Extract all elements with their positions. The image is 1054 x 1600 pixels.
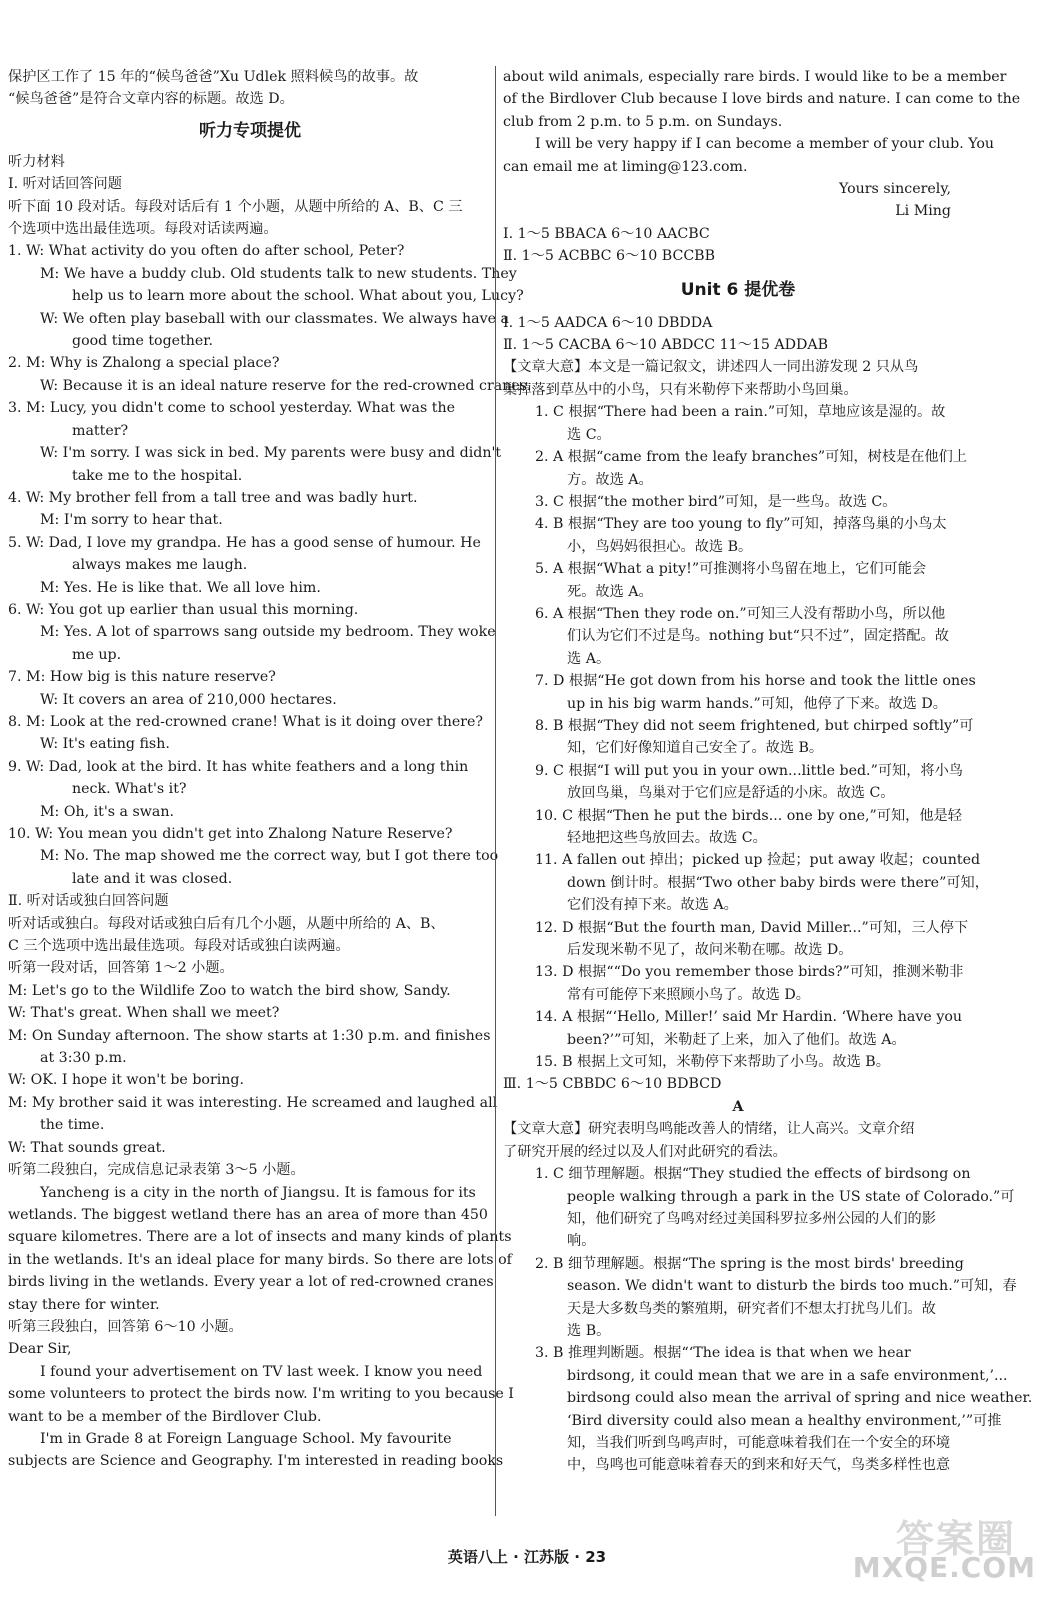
text-line: 8. M: Look at the red-crowned crane! What is it doing over there? <box>8 713 484 730</box>
text-line: 4. W: My brother fell from a tall tree and was badly hurt. <box>8 489 418 506</box>
text-line: 选 B。 <box>567 1322 611 1339</box>
unit-6-answers <box>503 312 1033 1477</box>
text-line: M: Yes. He is like that. We all love him. <box>40 579 321 596</box>
text-line: Yours sincerely, <box>838 181 951 198</box>
text-line: 2. B 细节理解题。根据“The spring is the most birds' breeding <box>535 1255 964 1272</box>
text-line: matter? <box>72 422 129 439</box>
text-line: 1. C 细节理解题。根据“They studied the effects of birdsong on <box>535 1166 971 1183</box>
text-line: 9. W: Dad, look at the bird. It has white feathers and a long thin <box>8 758 469 775</box>
text-line: Ⅱ. 听对话或独白回答问题 <box>8 893 169 910</box>
text-line: 听第二段独白，完成信息记录表第 3～5 小题。 <box>8 1162 305 1179</box>
text-line: 5. A 根据“What a pity!”可推测将小鸟留在地上，它们可能会 <box>535 561 927 578</box>
text-line: A <box>732 1098 744 1115</box>
text-line: 14. A 根据“‘Hello, Miller!’ said Mr Hardin. ‘Where have you <box>535 1009 963 1026</box>
text-line: can email me at liming@123.com. <box>503 158 748 175</box>
text-line: 听下面 10 段对话。每段对话后有 1 个小题，从题中所给的 A、B、C 三 <box>8 198 463 215</box>
text-line: Yancheng is a city in the north of Jiangsu. It is famous for its <box>40 1184 476 1201</box>
text-line: the time. <box>40 1117 105 1134</box>
text-line: Dear Sir, <box>8 1341 72 1358</box>
text-line: I will be very happy if I can become a member of your club. You <box>535 136 995 153</box>
text-line: 天是大多数鸟类的繁殖期，研究者们不想太打扰鸟儿们。故 <box>567 1300 936 1317</box>
text-line: 【文章大意】研究表明鸟鸣能改善人的情绪，让人高兴。文章介绍 <box>503 1121 915 1138</box>
watermark-logo <box>852 1508 1036 1588</box>
text-line: 3. M: Lucy, you didn't come to school yesterday. What was the <box>8 400 456 417</box>
text-line: take me to the hospital. <box>72 467 243 484</box>
watermark-glyph: 答案圈 <box>895 1517 1016 1561</box>
text-line: 小，鸟妈妈很担心。故选 B。 <box>567 538 753 555</box>
text-line: been?’”可知，米勒赶了上来，加入了他们。故选 A。 <box>567 1031 906 1048</box>
text-line: W: OK. I hope it won't be boring. <box>8 1072 245 1089</box>
text-line: 常有可能停下来照顾小鸟了。故选 D。 <box>567 986 810 1003</box>
text-line: I found your advertisement on TV last week. I know you need <box>40 1363 483 1380</box>
text-line: 个选项中选出最佳选项。每段对话读两遍。 <box>8 221 278 238</box>
intro-line-2: “候鸟爸爸”是符合文章内容的标题。故选 D。 <box>8 91 294 108</box>
left-column <box>8 66 532 1473</box>
text-line: me up. <box>72 646 122 663</box>
text-line: W: We often play baseball with our classmates. We always have a <box>40 310 509 327</box>
section-title: 听力专项提优 <box>199 120 301 141</box>
text-line: help us to learn more about the school. What about you, Lucy? <box>72 288 524 305</box>
text-line: down 倒计时。根据“Two other baby birds were there”可知， <box>567 874 989 891</box>
text-line: want to be a member of the Birdlover Club. <box>8 1408 322 1425</box>
text-line: W: Because it is an ideal nature reserve for the red-crowned cranes. <box>40 377 532 394</box>
text-line: Ⅱ. 1～5 CACBA 6～10 ABDCC 11～15 ADDAB <box>503 337 829 354</box>
text-line: season. We didn't want to disturb the birds too much.”可知，春 <box>567 1278 1017 1295</box>
text-line: 知，它们好像知道自己安全了。故选 B。 <box>567 740 824 757</box>
text-line: 它们没有掉下来。故选 A。 <box>567 897 738 914</box>
text-line: 6. W: You got up earlier than usual this morning. <box>8 601 359 618</box>
text-line: good time together. <box>72 333 214 350</box>
text-line: 6. A 根据“Then they rode on.”可知三人没有帮助小鸟，所以他 <box>535 605 946 622</box>
text-line: 13. D 根据““Do you remember those birds?”可知，推测米勒非 <box>535 964 964 981</box>
listening-material <box>8 151 532 1473</box>
text-line: wetlands. The biggest wetland there has an area of more than 450 <box>8 1206 488 1223</box>
text-line: Li Ming <box>895 203 951 220</box>
text-line: W: That's great. When shall we meet? <box>8 1005 280 1022</box>
text-line: birdsong could also mean the arrival of spring and nice weather. <box>567 1390 1033 1407</box>
text-line: 巢掉落到草丛中的小鸟，只有米勒停下来帮助小鸟回巢。 <box>503 381 858 398</box>
text-line: 7. M: How big is this nature reserve? <box>8 669 276 686</box>
answer-line: Ⅰ. 1～5 BBACA 6～10 AACBC <box>503 225 710 242</box>
text-line: about wild animals, especially rare birds. I would like to be a member <box>503 69 1007 85</box>
text-line: Ⅲ. 1～5 CBBDC 6～10 BDBCD <box>503 1076 722 1093</box>
text-line: I'm in Grade 8 at Foreign Language School. My favourite <box>40 1430 452 1447</box>
text-line: 4. B 根据“They are too young to fly”可知，掉落鸟巢的小鸟太 <box>535 516 947 533</box>
watermark-url: MXQE.COM <box>852 1551 1036 1584</box>
text-line: 1. C 根据“There had been a rain.”可知，草地应该是湿的。故 <box>535 404 946 421</box>
text-line: 【文章大意】本文是一篇记叙文，讲述四人一同出游发现 2 只从鸟 <box>503 359 919 376</box>
text-line: 9. C 根据“I will put you in your own...little bed.”可知，将小鸟 <box>535 762 963 779</box>
text-line: W: That sounds great. <box>8 1139 166 1156</box>
text-line: 10. C 根据“Then he put the birds... one by one,”可知，他是轻 <box>535 807 962 824</box>
text-line: late and it was closed. <box>72 870 233 887</box>
text-line: up in his big warm hands.”可知，他停了下来。故选 D。 <box>567 695 947 712</box>
text-line: in the wetlands. It's an ideal place for many birds. So there are lots of <box>8 1251 512 1268</box>
text-line: subjects are Science and Geography. I'm interested in reading books <box>8 1453 504 1470</box>
text-line: neck. What's it? <box>72 781 187 798</box>
text-line: 7. D 根据“He got down from his horse and took the little ones <box>535 673 976 690</box>
text-line: M: I'm sorry to hear that. <box>40 512 223 529</box>
text-line: 轻地把这些鸟放回去。故选 C。 <box>567 830 767 846</box>
text-line: 选 C。 <box>567 426 611 443</box>
text-line: 15. B 根据上文可知，米勒停下来帮助了小鸟。故选 B。 <box>535 1054 890 1071</box>
text-line: 听第一段对话，回答第 1～2 小题。 <box>8 960 234 977</box>
text-line: W: I'm sorry. I was sick in bed. My parents were busy and didn't <box>40 445 502 462</box>
text-line: M: My brother said it was interesting. He screamed and laughed all <box>8 1094 498 1111</box>
text-line: square kilometres. There are a lot of insects and many kinds of plants <box>8 1229 512 1246</box>
text-line: 听力材料 <box>8 153 65 170</box>
listening-answers <box>503 223 973 268</box>
text-line: 中，鸟鸣也可能意味着春天的到来和好天气，鸟类多样性也意 <box>567 1457 951 1474</box>
text-line: always makes me laugh. <box>72 557 248 574</box>
text-line: 5. W: Dad, I love my grandpa. He has a good sense of humour. He <box>8 534 481 551</box>
text-line: birds living in the wetlands. Every year a lot of red-crowned cranes <box>8 1274 494 1291</box>
text-line: W: It covers an area of 210,000 hectares. <box>40 691 337 708</box>
text-line: 放回鸟巢，鸟巢对于它们应是舒适的小床。故选 C。 <box>567 785 895 802</box>
text-line: 12. D 根据“But the fourth man, David Miller...”可知，三人停下 <box>535 919 969 936</box>
right-column <box>503 66 1033 1477</box>
text-line: 选 A。 <box>567 650 611 667</box>
text-line: club from 2 p.m. to 5 p.m. on Sundays. <box>503 113 783 130</box>
text-line: M: No. The map showed me the correct way, but I got there too <box>40 848 499 865</box>
text-line: M: Oh, it's a swan. <box>40 803 175 820</box>
text-line: birdsong, it could mean that we are in a safe environment,’... <box>567 1367 1008 1384</box>
text-line: M: On Sunday afternoon. The show starts at 1:30 p.m. and finishes <box>8 1027 491 1044</box>
text-line: 2. A 根据“came from the leafy branches”可知，树枝是在他们上 <box>535 449 967 466</box>
text-line: 8. B 根据“They did not seem frightened, but chirped softly”可 <box>535 717 974 734</box>
text-line: W: It's eating fish. <box>40 736 170 753</box>
text-line: 3. C 根据“the mother bird”可知，是一些鸟。故选 C。 <box>535 493 897 510</box>
text-line: some volunteers to protect the birds now. I'm writing to you because I <box>8 1386 514 1403</box>
text-line: of the Birdlover Club because I love birds and nature. I can come to the <box>503 91 1021 108</box>
unit-title: Unit 6 提优卷 <box>680 279 796 300</box>
text-line: C 三个选项中选出最佳选项。每段对话或独白读两遍。 <box>8 938 350 955</box>
text-line: M: Let's go to the Wildlife Zoo to watch the bird show, Sandy. <box>8 982 451 999</box>
text-line: 后发现米勒不见了，故问米勒在哪。故选 D。 <box>567 942 853 959</box>
letter-continuation <box>503 66 1021 223</box>
page-footer: 英语八上 · 江苏版 · 23 <box>447 1548 607 1566</box>
text-line: 知，当我们听到鸟鸣声时，可能意味着我们在一个安全的环境 <box>567 1434 951 1451</box>
answer-line: Ⅱ. 1～5 ACBBC 6～10 BCCBB <box>503 248 716 265</box>
text-line: M: We have a buddy club. Old students talk to new students. They <box>40 265 517 282</box>
text-line: 11. A fallen out 掉出；picked up 捡起；put away 收起；counted <box>535 852 981 869</box>
text-line: 响。 <box>567 1233 596 1250</box>
text-line: at 3:30 p.m. <box>40 1050 127 1067</box>
text-line: 们认为它们不过是鸟。nothing but“只不过”，固定搭配。故 <box>567 628 949 645</box>
text-line: 3. B 推理判断题。根据“‘The idea is that when we hear <box>535 1345 911 1362</box>
text-line: 2. M: Why is Zhalong a special place? <box>8 355 280 372</box>
text-line: Ⅰ. 1～5 AADCA 6～10 DBDDA <box>503 314 713 331</box>
text-line: stay there for winter. <box>8 1296 160 1313</box>
text-line: 听对话或独白。每段对话或独白后有几个小题，从题中所给的 A、B、 <box>8 915 445 932</box>
text-line: 方。故选 A。 <box>567 471 653 488</box>
column-divider <box>495 66 496 1516</box>
text-line: Ⅰ. 听对话回答问题 <box>8 176 122 193</box>
intro-line-1: 保护区工作了 15 年的“候鸟爸爸”Xu Udlek 照料候鸟的故事。故 <box>8 69 419 85</box>
text-line: people walking through a park in the US state of Colorado.”可 <box>567 1188 1015 1205</box>
text-line: M: Yes. A lot of sparrows sang outside my bedroom. They woke <box>40 624 496 641</box>
text-line: 了研究开展的经过以及人们对此研究的看法。 <box>503 1143 787 1160</box>
text-line: 1. W: What activity do you often do after school, Peter? <box>8 243 405 260</box>
text-line: 死。故选 A。 <box>567 583 653 600</box>
text-line: 10. W: You mean you didn't get into Zhalong Nature Reserve? <box>8 826 453 842</box>
text-line: 听第三段独白，回答第 6～10 小题。 <box>8 1318 243 1335</box>
text-line: 知，他们研究了鸟鸣对经过美国科罗拉多州公园的人们的影 <box>567 1210 936 1227</box>
text-line: ‘Bird diversity could also mean a healthy environment,’”可推 <box>567 1412 1002 1429</box>
